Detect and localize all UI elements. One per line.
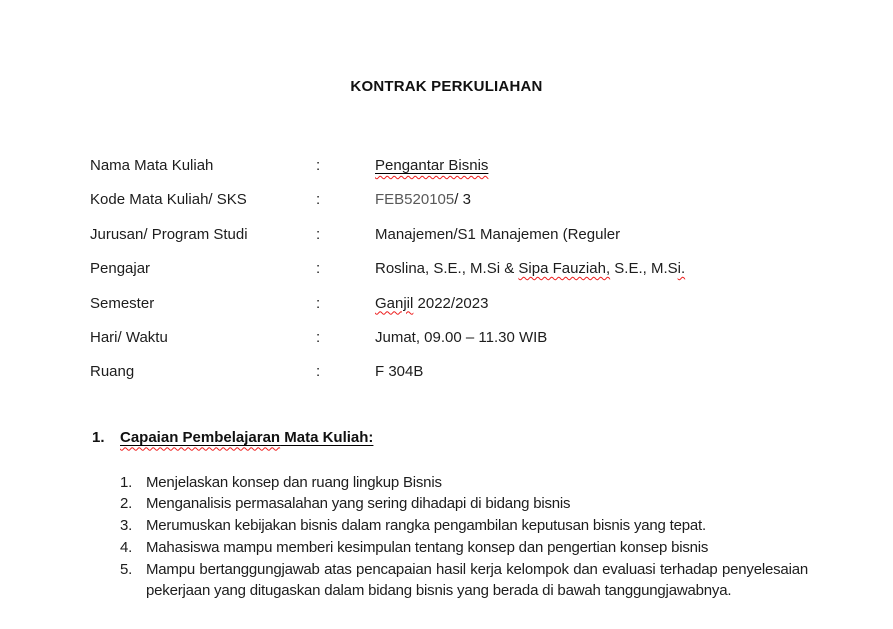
field-row-ruang [90,363,893,397]
list-item-number: 3. [120,517,133,535]
field-separator: : [316,328,321,346]
field-separator: : [316,191,321,209]
course-code: FEB520105 [375,191,455,209]
field-label: Ruang [90,363,135,381]
field-label: Jurusan/ Program Studi [90,225,248,243]
list-item [120,472,808,494]
list-item-text: Mahasiswa mampu memberi kesimpulan tentang konsep dan pengertian konsep bisnis [146,538,709,556]
field-value [375,157,488,174]
section-number: 1. [92,428,105,446]
field-value: Manajemen/S1 Manajemen (Reguler [375,225,621,243]
field-separator: : [316,294,321,312]
field-row-nama-mata-kuliah [90,157,893,191]
field-row-jurusan [90,226,893,260]
misspelled-text: Ganjil [375,294,414,312]
list-item-text: Menjelaskan konsep dan ruang lingkup Bisnis [146,473,442,491]
list-item [120,559,808,602]
list-item-text: Merumuskan kebijakan bisnis dalam rangka pengambilan keputusan bisnis yang tepat. [146,517,706,535]
field-row-kode-mata-kuliah [90,191,893,225]
semester-year: 2022/2023 [413,294,489,312]
misspelled-text: Sipa Fauziah, [518,260,611,278]
field-row-pengajar [90,260,893,294]
list-item-number: 1. [120,473,133,491]
field-separator: : [316,157,321,174]
list-item [120,493,808,515]
field-label: Hari/ Waktu [90,328,168,346]
misspelled-text: Capaian Pembelajaran [120,428,281,446]
field-value: F 304B [375,363,424,381]
field-separator: : [316,260,321,278]
field-row-semester [90,295,893,329]
field-row-hari-waktu [90,329,893,363]
list-item [120,537,808,559]
field-label: Nama Mata Kuliah [90,157,214,174]
underlined-text [375,157,488,174]
field-separator: : [316,225,321,243]
lecturer-name-2: S.E., M.S [610,260,678,278]
misspelled-text: Pengantar Bisnis [375,157,489,174]
misspelled-text: i. [677,260,686,278]
list-item-number: 2. [120,495,133,513]
list-item-number: 5. [120,560,133,578]
list-item-text: Mampu bertanggungjawab atas pencapaian hasil kerja kelompok dan evaluasi terhadap penyelesaian pekerjaan yang ditugaskan dalam bidang bisnis yang berada di bawah tanggungjawabnya. [146,560,808,600]
list-item [120,515,808,537]
field-label: Pengajar [90,260,151,278]
field-separator: : [316,363,321,381]
course-code-suffix: / 3 [454,191,471,209]
field-value: Jumat, 09.00 – 11.30 WIB [375,328,548,346]
course-info-fields [90,157,893,398]
objectives-list [120,472,808,602]
field-value [375,191,471,208]
section-heading [92,429,893,446]
field-value [375,260,685,277]
field-label: Semester [90,294,155,312]
lecturer-name-1: Roslina, S.E., M.Si & [375,260,519,278]
field-label: Kode Mata Kuliah/ SKS [90,191,247,209]
document-title: KONTRAK PERKULIAHAN [350,78,543,95]
list-item-text: Menganalisis permasalahan yang sering dihadapi di bidang bisnis [146,495,571,513]
section-heading-text [120,429,373,446]
section-heading-rest: Mata Kuliah: [280,428,374,446]
list-item-number: 4. [120,538,133,556]
field-value [375,295,488,312]
